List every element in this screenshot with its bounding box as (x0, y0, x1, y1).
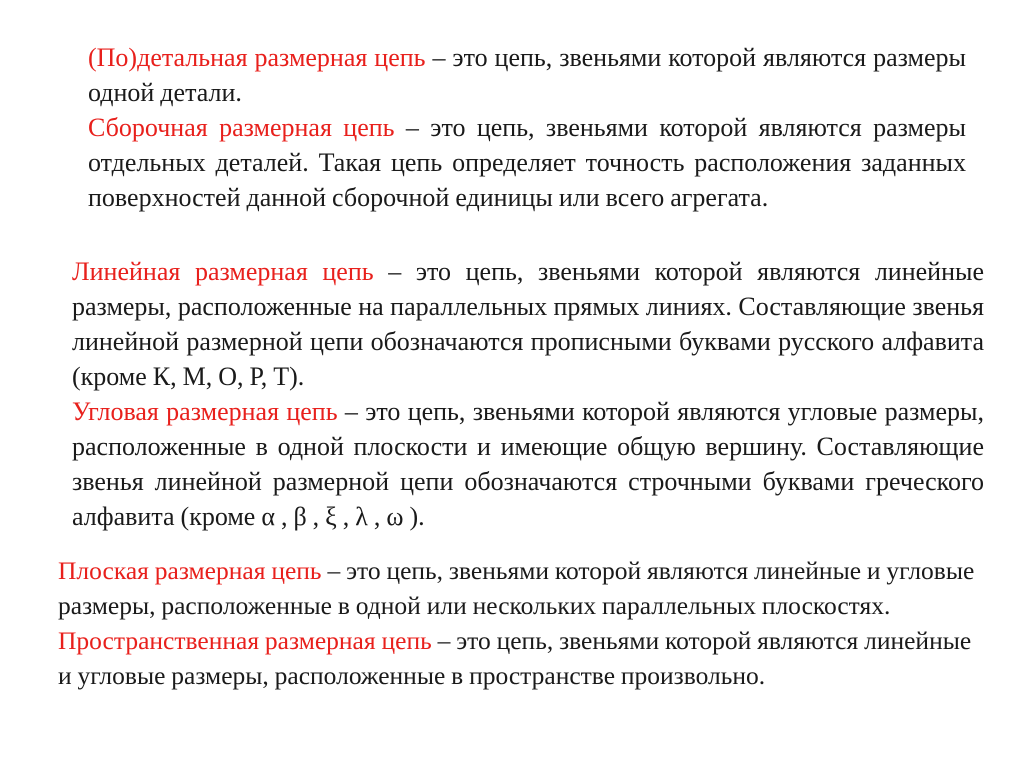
definition-part-chain (88, 40, 966, 110)
term-angular-chain: Угловая размерная цепь (72, 397, 338, 426)
term-linear-chain: Линейная размерная цепь (72, 257, 374, 286)
definition-spatial-chain (58, 623, 978, 693)
definition-text: – это цепь, звеньями которой являются размеры одной детали. (88, 43, 966, 107)
text-block-chain-types-by-part (88, 40, 966, 215)
term-assembly-chain: Сборочная размерная цепь (88, 113, 395, 142)
definition-text: – это цепь, звеньями которой являются линейные и угловые размеры, расположенные в пространстве произвольно. (58, 626, 972, 690)
definition-text: – это цепь, звеньями которой являются линейные размеры, расположенные на параллельных прямых линиях. Составляющие звенья линейной размерной цепи обозначаются прописными буквами русского алфавита (кроме К, М, О, Р, Т). (72, 257, 984, 391)
definition-linear-chain (72, 254, 984, 394)
definition-angular-chain (72, 394, 984, 534)
text-block-planar-spatial-chains (58, 553, 978, 693)
term-spatial-chain: Пространственная размерная цепь (58, 626, 432, 655)
definition-text: – это цепь, звеньями которой являются линейные и угловые размеры, расположенные в одной или нескольких параллельных плоскостях. (58, 556, 975, 620)
definition-planar-chain (58, 553, 978, 623)
term-part-chain: (По)детальная размерная цепь (88, 43, 426, 72)
term-planar-chain: Плоская размерная цепь (58, 556, 322, 585)
definition-text: – это цепь, звеньями которой являются размеры отдельных деталей. Такая цепь определяет точность расположения заданных поверхностей данной сборочной единицы или всего агрегата. (88, 113, 966, 212)
text-block-linear-angular-chains (72, 254, 984, 534)
definition-text: – это цепь, звеньями которой являются угловые размеры, расположенные в одной плоскости и имеющие общую вершину. Составляющие звенья линейной размерной цепи обозначаются строчными буквами греческого алфавита (кроме α , β , ξ , λ , ω ). (72, 397, 984, 531)
definition-assembly-chain (88, 110, 966, 215)
